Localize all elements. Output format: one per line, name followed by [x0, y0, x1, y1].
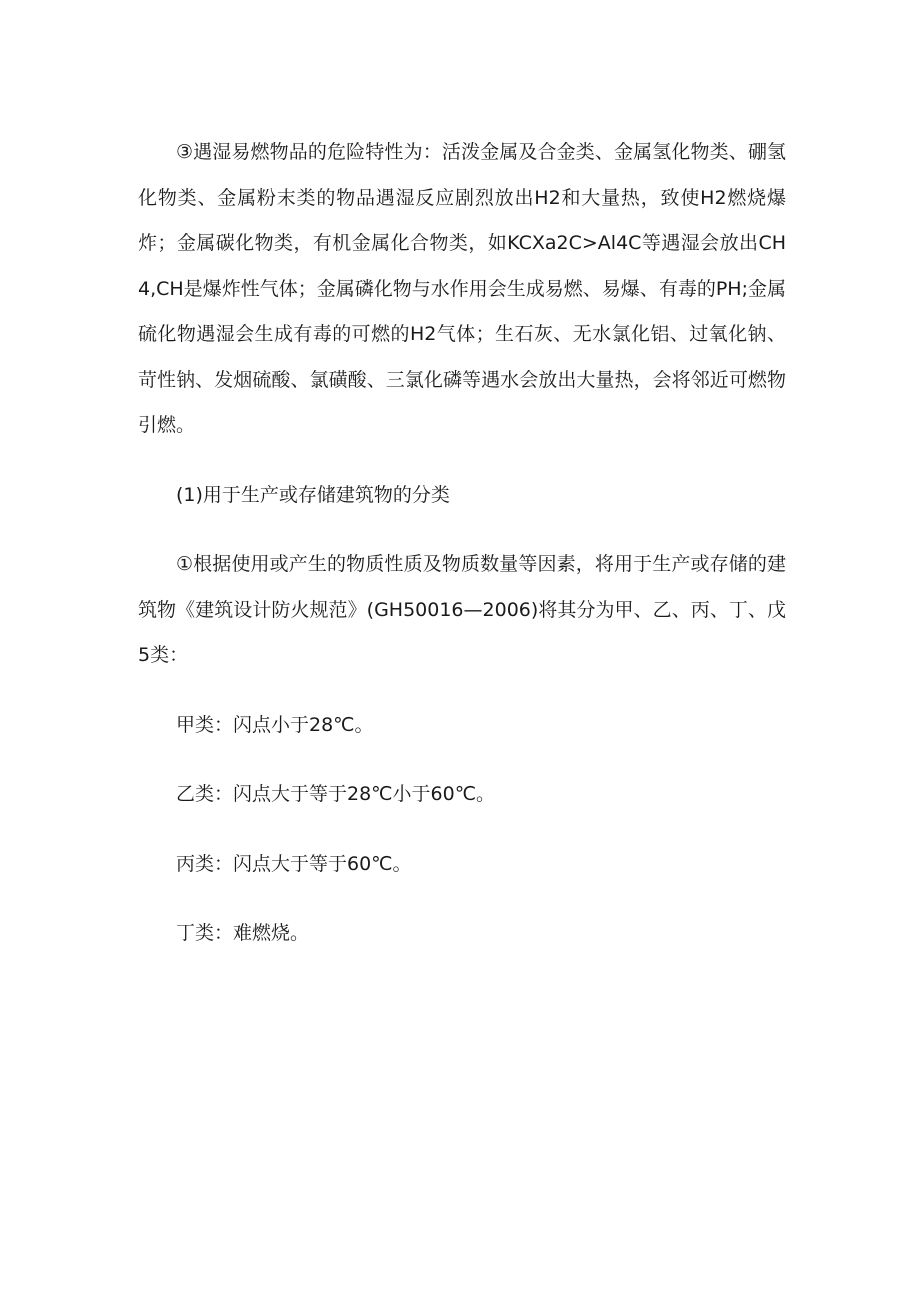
section-heading-building-classification: (1)用于生产或存储建筑物的分类	[176, 483, 450, 506]
paragraph-classification-basis: ①根据使用或产生的物质性质及物质数量等因素，将用于生产或存储的建筑物《建筑设计防火规范》(GH50016—2006)将其分为甲、乙、丙、丁、戊5类：	[138, 553, 786, 666]
paragraph-spacer	[138, 887, 786, 911]
class-b-definition: 乙类：闪点大于等于28℃小于60℃。	[176, 783, 496, 805]
paragraph-spacer	[138, 679, 786, 703]
document-body	[138, 130, 786, 957]
class-d-definition: 丁类：难燃烧。	[176, 922, 310, 944]
paragraph-spacer	[138, 449, 786, 473]
paragraph-spacer	[138, 518, 786, 542]
paragraph-spacer	[138, 818, 786, 842]
paragraph-spacer	[138, 748, 786, 772]
class-c-definition: 丙类：闪点大于等于60℃。	[176, 852, 412, 875]
paragraph-water-reactive-hazards: ③遇湿易燃物品的危险特性为：活泼金属及合金类、金属氢化物类、硼氢化物类、金属粉末类的物品遇湿反应剧烈放出H2和大量热，致使H2燃烧爆炸；金属碳化物类，有机金属化合物类，如KCXa2C>Al4C等遇湿会放出CH4,CH是爆炸性气体；金属磷化物与水作用会生成易燃、易爆、有毒的PH;金属硫化物遇湿会生成有毒的可燃的H2气体；生石灰、无水氯化铝、过氧化钠、苛性钠、发烟硫酸、氯磺酸、三氯化磷等遇水会放出大量热，会将邻近可燃物引燃。	[138, 141, 786, 436]
class-a-definition: 甲类：闪点小于28℃。	[176, 713, 374, 736]
